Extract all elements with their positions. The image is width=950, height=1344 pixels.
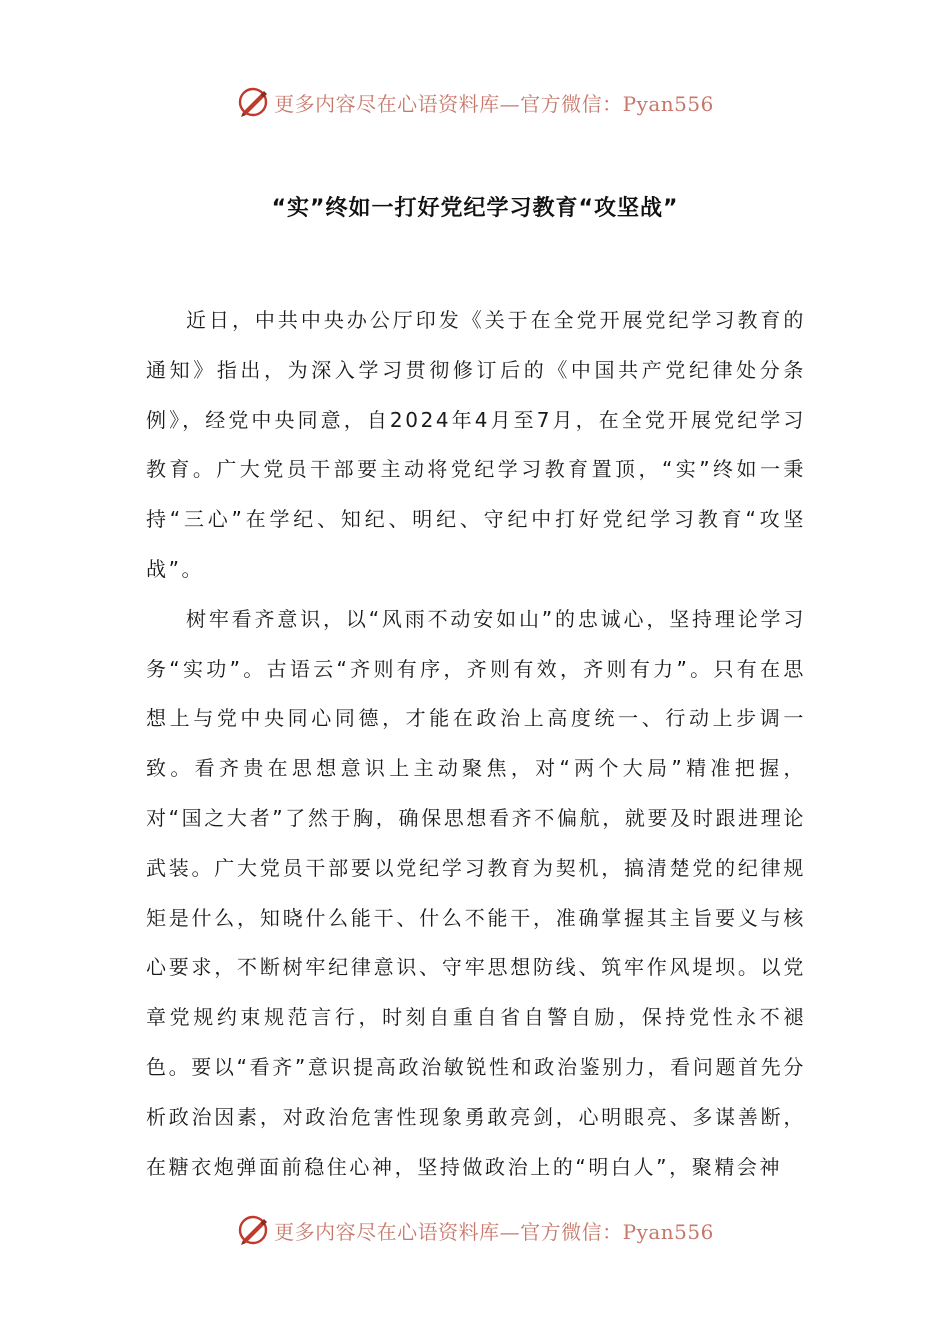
watermark-text: 更多内容尽在心语资料库—官方微信：Pyan556: [274, 91, 714, 116]
document-body: [146, 296, 806, 1192]
pen-logo-icon: [236, 1213, 270, 1247]
paragraph: 近日，中共中央办公厅印发《关于在全党开展党纪学习教育的通知》指出，为深入学习贯彻修订后的《中国共产党纪律处分条例》，经党中央同意，自2024年4月至7月，在全党开展党纪学习教育。广大党员干部要主动将党纪学习教育置顶，“实”终如一秉持“三心”在学纪、知纪、明纪、守纪中打好党纪学习教育“攻坚战”。: [146, 308, 806, 581]
watermark-text: 更多内容尽在心语资料库—官方微信：Pyan556: [274, 1219, 714, 1244]
watermark-banner-top: [0, 82, 950, 122]
watermark-banner-bottom: [0, 1210, 950, 1250]
document-title: “实”终如一打好党纪学习教育“攻坚战”: [271, 195, 679, 221]
pen-logo-icon: [236, 85, 270, 119]
paragraph: 树牢看齐意识，以“风雨不动安如山”的忠诚心，坚持理论学习务“实功”。古语云“齐则有序，齐则有效，齐则有力”。只有在思想上与党中央同心同德，才能在政治上高度统一、行动上步调一致。看齐贵在思想意识上主动聚焦，对“两个大局”精准把握，对“国之大者”了然于胸，确保思想看齐不偏航，就要及时跟进理论武装。广大党员干部要以党纪学习教育为契机，搞清楚党的纪律规矩是什么，知晓什么能干、什么不能干，准确掌握其主旨要义与核心要求，不断树牢纪律意识、守牢思想防线、筑牢作风堤坝。以党章党规约束规范言行，时刻自重自省自警自励，保持党性永不褪色。要以“看齐”意识提高政治敏锐性和政治鉴别力，看问题首先分析政治因素，对政治危害性现象勇敢亮剑，心明眼亮、多谋善断，在糖衣炮弹面前稳住心神，坚持做政治上的“明白人”，聚精会神: [146, 606, 806, 1179]
